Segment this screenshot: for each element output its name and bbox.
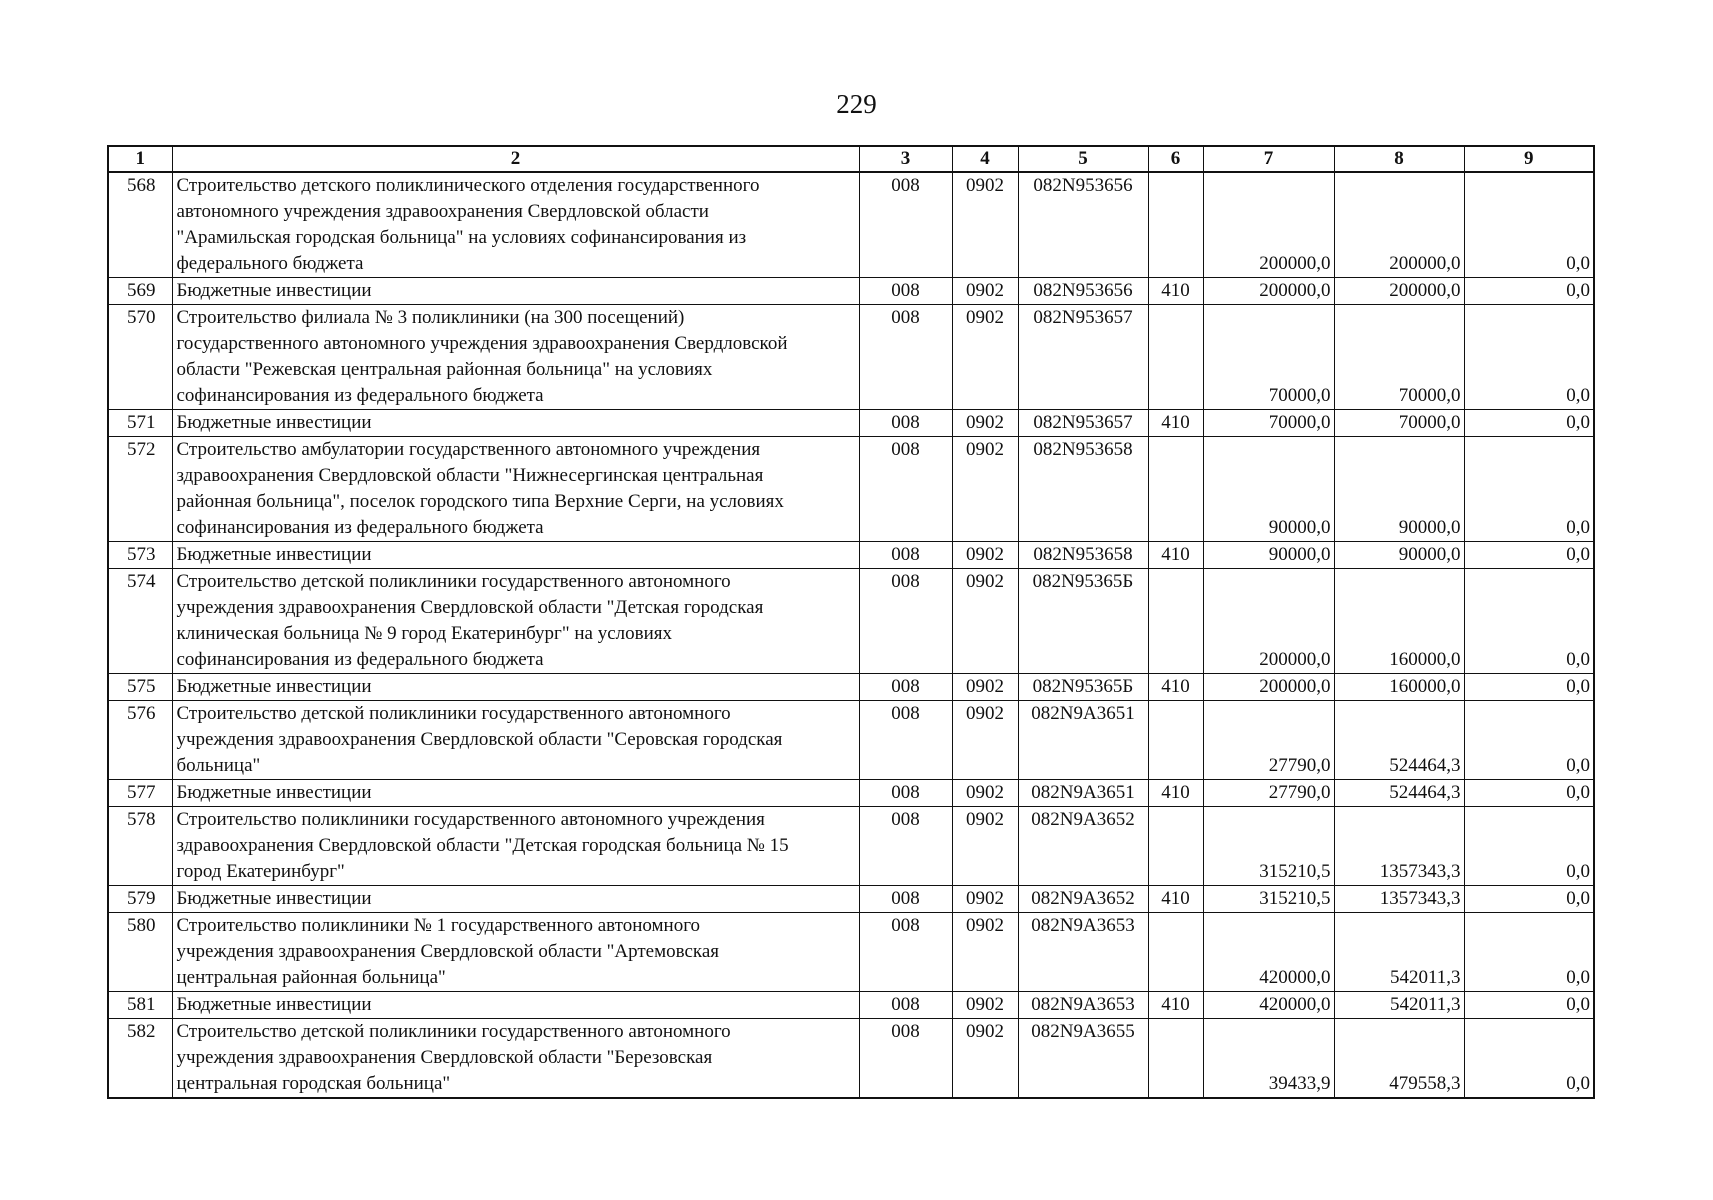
amount-8-cell: 479558,3 [1334, 1019, 1464, 1099]
row-number-cell: 580 [108, 913, 172, 992]
description-cell [172, 886, 859, 913]
amount-9-cell: 0,0 [1464, 1019, 1594, 1099]
description-cell [172, 542, 859, 569]
description-line: Бюджетные инвестиции [176, 280, 372, 301]
description-line: центральная городская больница" [176, 1073, 451, 1094]
description-line: Строительство детской поликлиники государственного автономного [176, 1021, 731, 1042]
description-cell [172, 437, 859, 542]
code-3-cell: 008 [859, 305, 952, 410]
amount-7-cell: 315210,5 [1203, 886, 1334, 913]
amount-7-cell: 200000,0 [1203, 278, 1334, 305]
row-number-cell: 577 [108, 780, 172, 807]
description-line: софинансирования из федерального бюджета [176, 649, 544, 670]
amount-7-cell: 70000,0 [1203, 305, 1334, 410]
description-line: город Екатеринбург" [176, 861, 345, 882]
description-line: Бюджетные инвестиции [176, 676, 372, 697]
description-cell [172, 569, 859, 674]
code-4-cell: 0902 [952, 172, 1018, 278]
column-header: 9 [1464, 146, 1594, 172]
description-line: клиническая больница № 9 город Екатеринбург" на условиях [176, 623, 672, 644]
code-4-cell: 0902 [952, 780, 1018, 807]
description-line: софинансирования из федерального бюджета [176, 385, 544, 406]
description-line: центральная районная больница" [176, 967, 446, 988]
description-line: Строительство амбулатории государственного автономного учреждения [176, 439, 761, 460]
code-6-cell: 410 [1148, 886, 1203, 913]
code-5-cell: 082N953658 [1018, 542, 1148, 569]
code-4-cell: 0902 [952, 913, 1018, 992]
table-row [108, 992, 1594, 1019]
page-number: 229 [836, 89, 877, 119]
code-3-cell: 008 [859, 780, 952, 807]
table-row [108, 172, 1594, 278]
amount-7-cell: 200000,0 [1203, 674, 1334, 701]
description-cell [172, 1019, 859, 1099]
description-cell [172, 701, 859, 780]
description-line: Строительство детской поликлиники государственного автономного [176, 571, 731, 592]
code-3-cell: 008 [859, 569, 952, 674]
code-3-cell: 008 [859, 278, 952, 305]
column-header: 4 [952, 146, 1018, 172]
amount-9-cell: 0,0 [1464, 569, 1594, 674]
description-line: Бюджетные инвестиции [176, 994, 372, 1015]
column-header: 2 [172, 146, 859, 172]
amount-8-cell: 524464,3 [1334, 701, 1464, 780]
description-cell [172, 807, 859, 886]
code-5-cell: 082N9A3653 [1018, 913, 1148, 992]
description-line: Строительство поликлиники № 1 государственного автономного [176, 915, 701, 936]
table-row [108, 437, 1594, 542]
description-cell [172, 305, 859, 410]
amount-9-cell: 0,0 [1464, 701, 1594, 780]
budget-table [107, 145, 1595, 1099]
table-row [108, 569, 1594, 674]
description-line: учреждения здравоохранения Свердловской области "Детская городская [176, 597, 764, 618]
code-6-cell [1148, 1019, 1203, 1099]
description-line: больница" [176, 755, 261, 776]
row-number-cell: 576 [108, 701, 172, 780]
row-number-cell: 571 [108, 410, 172, 437]
description-line: Бюджетные инвестиции [176, 888, 372, 909]
amount-9-cell: 0,0 [1464, 913, 1594, 992]
amount-9-cell: 0,0 [1464, 278, 1594, 305]
description-cell [172, 913, 859, 992]
code-3-cell: 008 [859, 913, 952, 992]
code-5-cell: 082N9A3651 [1018, 701, 1148, 780]
table-row [108, 410, 1594, 437]
amount-8-cell: 200000,0 [1334, 278, 1464, 305]
amount-9-cell: 0,0 [1464, 992, 1594, 1019]
code-5-cell: 082N9A3653 [1018, 992, 1148, 1019]
code-4-cell: 0902 [952, 674, 1018, 701]
description-line: государственного автономного учреждения здравоохранения Свердловской [176, 333, 788, 354]
amount-9-cell: 0,0 [1464, 305, 1594, 410]
amount-8-cell: 90000,0 [1334, 437, 1464, 542]
code-5-cell: 082N9A3652 [1018, 886, 1148, 913]
description-line: Бюджетные инвестиции [176, 544, 372, 565]
table-row [108, 542, 1594, 569]
code-4-cell: 0902 [952, 701, 1018, 780]
description-line: районная больница", поселок городского типа Верхние Серги, на условиях [176, 491, 784, 512]
description-line: учреждения здравоохранения Свердловской области "Березовская [176, 1047, 713, 1068]
table-row [108, 305, 1594, 410]
table-row [108, 701, 1594, 780]
amount-7-cell: 39433,9 [1203, 1019, 1334, 1099]
row-number-cell: 568 [108, 172, 172, 278]
description-line: учреждения здравоохранения Свердловской области "Артемовская [176, 941, 720, 962]
amount-9-cell: 0,0 [1464, 542, 1594, 569]
code-4-cell: 0902 [952, 542, 1018, 569]
description-cell [172, 674, 859, 701]
row-number-cell: 570 [108, 305, 172, 410]
amount-8-cell: 1357343,3 [1334, 807, 1464, 886]
amount-9-cell: 0,0 [1464, 172, 1594, 278]
description-line: "Арамильская городская больница" на условиях софинансирования из [176, 227, 747, 248]
code-6-cell [1148, 172, 1203, 278]
amount-8-cell: 70000,0 [1334, 305, 1464, 410]
row-number-cell: 573 [108, 542, 172, 569]
amount-8-cell: 160000,0 [1334, 674, 1464, 701]
table-row [108, 913, 1594, 992]
code-3-cell: 008 [859, 886, 952, 913]
code-4-cell: 0902 [952, 410, 1018, 437]
code-5-cell: 082N953656 [1018, 278, 1148, 305]
code-4-cell: 0902 [952, 437, 1018, 542]
code-5-cell: 082N953657 [1018, 410, 1148, 437]
code-3-cell: 008 [859, 674, 952, 701]
amount-7-cell: 90000,0 [1203, 542, 1334, 569]
amount-8-cell: 160000,0 [1334, 569, 1464, 674]
code-6-cell: 410 [1148, 780, 1203, 807]
row-number-cell: 578 [108, 807, 172, 886]
amount-7-cell: 420000,0 [1203, 992, 1334, 1019]
code-3-cell: 008 [859, 542, 952, 569]
description-line: Строительство детской поликлиники государственного автономного [176, 703, 731, 724]
code-6-cell [1148, 305, 1203, 410]
description-line: Строительство поликлиники государственного автономного учреждения [176, 809, 765, 830]
amount-7-cell: 70000,0 [1203, 410, 1334, 437]
code-5-cell: 082N95365Б [1018, 674, 1148, 701]
description-cell [172, 172, 859, 278]
code-5-cell: 082N9A3655 [1018, 1019, 1148, 1099]
code-5-cell: 082N953658 [1018, 437, 1148, 542]
amount-7-cell: 200000,0 [1203, 172, 1334, 278]
amount-7-cell: 27790,0 [1203, 780, 1334, 807]
column-header: 7 [1203, 146, 1334, 172]
row-number-cell: 579 [108, 886, 172, 913]
code-6-cell: 410 [1148, 674, 1203, 701]
description-line: Бюджетные инвестиции [176, 412, 372, 433]
table-row [108, 807, 1594, 886]
table-row [108, 886, 1594, 913]
column-header: 1 [108, 146, 172, 172]
code-3-cell: 008 [859, 807, 952, 886]
column-header: 6 [1148, 146, 1203, 172]
amount-7-cell: 420000,0 [1203, 913, 1334, 992]
description-line: здравоохранения Свердловской области "Детская городская больница № 15 [176, 835, 789, 856]
amount-7-cell: 90000,0 [1203, 437, 1334, 542]
amount-9-cell: 0,0 [1464, 437, 1594, 542]
amount-8-cell: 70000,0 [1334, 410, 1464, 437]
row-number-cell: 574 [108, 569, 172, 674]
row-number-cell: 582 [108, 1019, 172, 1099]
description-cell [172, 278, 859, 305]
code-6-cell [1148, 807, 1203, 886]
description-line: Бюджетные инвестиции [176, 782, 372, 803]
code-3-cell: 008 [859, 701, 952, 780]
amount-7-cell: 315210,5 [1203, 807, 1334, 886]
amount-9-cell: 0,0 [1464, 674, 1594, 701]
code-6-cell [1148, 913, 1203, 992]
code-4-cell: 0902 [952, 278, 1018, 305]
column-header: 5 [1018, 146, 1148, 172]
amount-9-cell: 0,0 [1464, 780, 1594, 807]
table-row [108, 278, 1594, 305]
code-5-cell: 082N95365Б [1018, 569, 1148, 674]
description-line: учреждения здравоохранения Свердловской области "Серовская городская [176, 729, 783, 750]
description-line: федерального бюджета [176, 253, 364, 274]
amount-9-cell: 0,0 [1464, 886, 1594, 913]
amount-8-cell: 1357343,3 [1334, 886, 1464, 913]
header-row [108, 146, 1594, 172]
amount-8-cell: 542011,3 [1334, 992, 1464, 1019]
code-4-cell: 0902 [952, 807, 1018, 886]
code-5-cell: 082N9A3651 [1018, 780, 1148, 807]
column-header: 8 [1334, 146, 1464, 172]
description-cell [172, 992, 859, 1019]
table-row [108, 780, 1594, 807]
row-number-cell: 581 [108, 992, 172, 1019]
description-line: софинансирования из федерального бюджета [176, 517, 544, 538]
code-6-cell: 410 [1148, 992, 1203, 1019]
code-3-cell: 008 [859, 172, 952, 278]
table-row [108, 674, 1594, 701]
code-3-cell: 008 [859, 1019, 952, 1099]
description-line: здравоохранения Свердловской области "Нижнесергинская центральная [176, 465, 764, 486]
code-3-cell: 008 [859, 992, 952, 1019]
code-6-cell [1148, 437, 1203, 542]
description-line: Строительство детского поликлинического отделения государственного [176, 175, 760, 196]
code-4-cell: 0902 [952, 1019, 1018, 1099]
amount-7-cell: 200000,0 [1203, 569, 1334, 674]
row-number-cell: 572 [108, 437, 172, 542]
description-cell [172, 410, 859, 437]
code-5-cell: 082N953656 [1018, 172, 1148, 278]
code-6-cell [1148, 701, 1203, 780]
code-4-cell: 0902 [952, 886, 1018, 913]
amount-7-cell: 27790,0 [1203, 701, 1334, 780]
code-6-cell: 410 [1148, 542, 1203, 569]
code-4-cell: 0902 [952, 305, 1018, 410]
description-cell [172, 780, 859, 807]
row-number-cell: 569 [108, 278, 172, 305]
description-line: Строительство филиала № 3 поликлиники (на 300 посещений) [176, 307, 685, 328]
table-row [108, 1019, 1594, 1099]
amount-8-cell: 200000,0 [1334, 172, 1464, 278]
code-5-cell: 082N953657 [1018, 305, 1148, 410]
code-4-cell: 0902 [952, 569, 1018, 674]
code-6-cell: 410 [1148, 278, 1203, 305]
amount-8-cell: 90000,0 [1334, 542, 1464, 569]
code-6-cell [1148, 569, 1203, 674]
code-5-cell: 082N9A3652 [1018, 807, 1148, 886]
amount-9-cell: 0,0 [1464, 410, 1594, 437]
amount-9-cell: 0,0 [1464, 807, 1594, 886]
code-3-cell: 008 [859, 437, 952, 542]
column-header: 3 [859, 146, 952, 172]
description-line: автономного учреждения здравоохранения Свердловской области [176, 201, 709, 222]
table-body [108, 172, 1594, 1098]
description-line: области "Режевская центральная районная больница" на условиях [176, 359, 713, 380]
amount-8-cell: 542011,3 [1334, 913, 1464, 992]
row-number-cell: 575 [108, 674, 172, 701]
code-4-cell: 0902 [952, 992, 1018, 1019]
amount-8-cell: 524464,3 [1334, 780, 1464, 807]
code-6-cell: 410 [1148, 410, 1203, 437]
code-3-cell: 008 [859, 410, 952, 437]
